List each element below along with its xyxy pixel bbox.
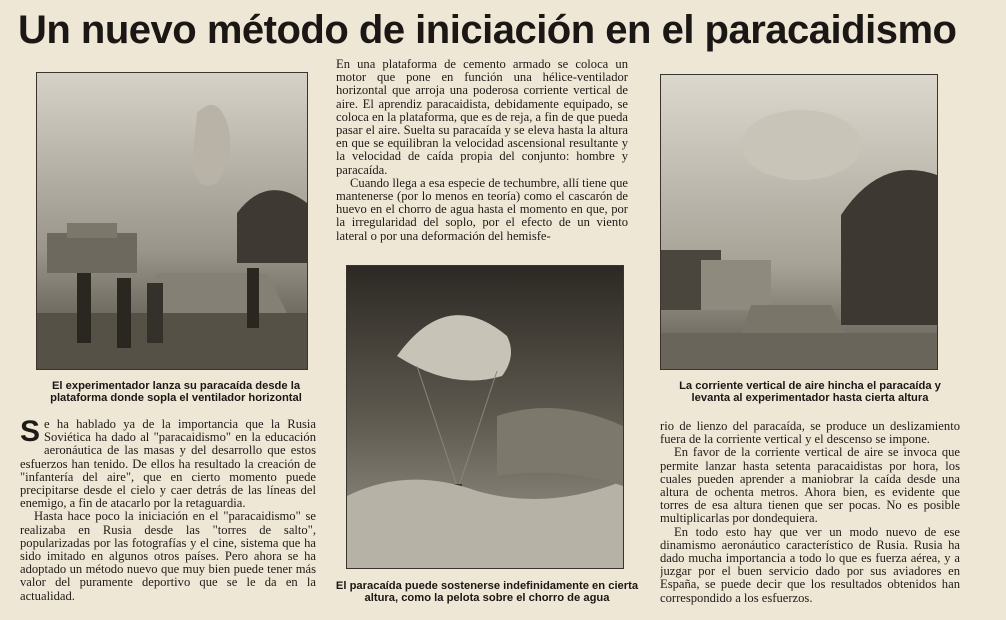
right-column [660,420,960,618]
photo-experimenter-platform [36,72,308,370]
article-paragraph: Hasta hace poco la iniciación en el "paracaidismo" se realizaba en Rusia desde las "torres de salto", popularizadas por las fotografías y el cine, sistema que ha sido imitado en algunos otros países. Pero ahora se ha adoptado un método nuevo que muy bien puede tener más valor del puramente deportivo que se le da en la actualidad. [20,509,316,603]
drop-cap: S [20,418,41,448]
center-column [336,58,628,258]
caption-center: El paracaída puede sostenerse indefinidamente en cierta altura, como la pelota sobre el chorro de agua [335,580,639,605]
article-paragraph: Cuando llega a esa especie de techumbre, allí tiene que mantenerse (por lo menos en teoría) como el cascarón de huevo en el chorro de agua hasta el momento en que, por la irregularidad del soplo, por el efecto de un viento lateral o por una deformación del hemisfe- [336,175,628,243]
article-paragraph: rio de lienzo del paracaída, se produce un deslizamiento fuera de la corriente vertical y el descenso se impone. [660,420,960,447]
photo-parachute-in-sky [346,265,624,569]
photo-platform-building [660,74,938,370]
article-paragraph: En favor de la corriente vertical de aire se invoca que permite lanzar hasta setenta paracaidistas por hora, los cuales pueden aprender a maniobrar la caída desde una altura de ochenta metros. Ahora bien, es evidente que torres de esa altura tienen que ser pocas. No es posible multiplicarlas por dondequiera. [660,445,960,526]
article-paragraph: En una plataforma de cemento armado se coloca un motor que pone en función una hélice-ventilador horizontal que arroja una poderosa corriente vertical de aire. El aprendiz paracaidista, debidamente equipado, se coloca en la plataforma, que es de reja, a fin de que pueda pasar el aire. Suelta su paracaída y se eleva hasta la altura en que se equilibran la velocidad ascensional resultante y la velocidad de caída propia del conjunto: hombre y paracaída. [336,58,628,177]
article-paragraph: En todo esto hay que ver un modo nuevo de ese dinamismo aeronáutico característico de Rusia. Rusia ha dado mucha importancia a todo lo que es fuerza aérea, y a juzgar por el buen servicio dado por sus aviadores en España, se puede decir que los resultados obtenidos han correspondido a los esfuerzos. [660,524,960,605]
article-paragraph: e ha hablado ya de la importancia que la Rusia Soviética ha dado al "paracaidismo" en la educación aeronáutica de las masas y del desarrollo que estos esfuerzos han tenido. De ellos ha resultado la creación de "infantería del aire", que en cierto momento puede precipitarse desde el cielo y caer detrás de las líneas del enemigo, a fin de atacarlo por la retaguardia. [20,418,316,511]
left-column [20,418,316,618]
page-title: Un nuevo método de iniciación en el paracaidismo [18,8,957,52]
caption-left: El experimentador lanza su paracaída desde la plataforma donde sopla el ventilador horizontal [50,380,302,405]
caption-right: La corriente vertical de aire hincha el paracaída y levanta al experimentador hasta cierta altura [679,380,941,405]
